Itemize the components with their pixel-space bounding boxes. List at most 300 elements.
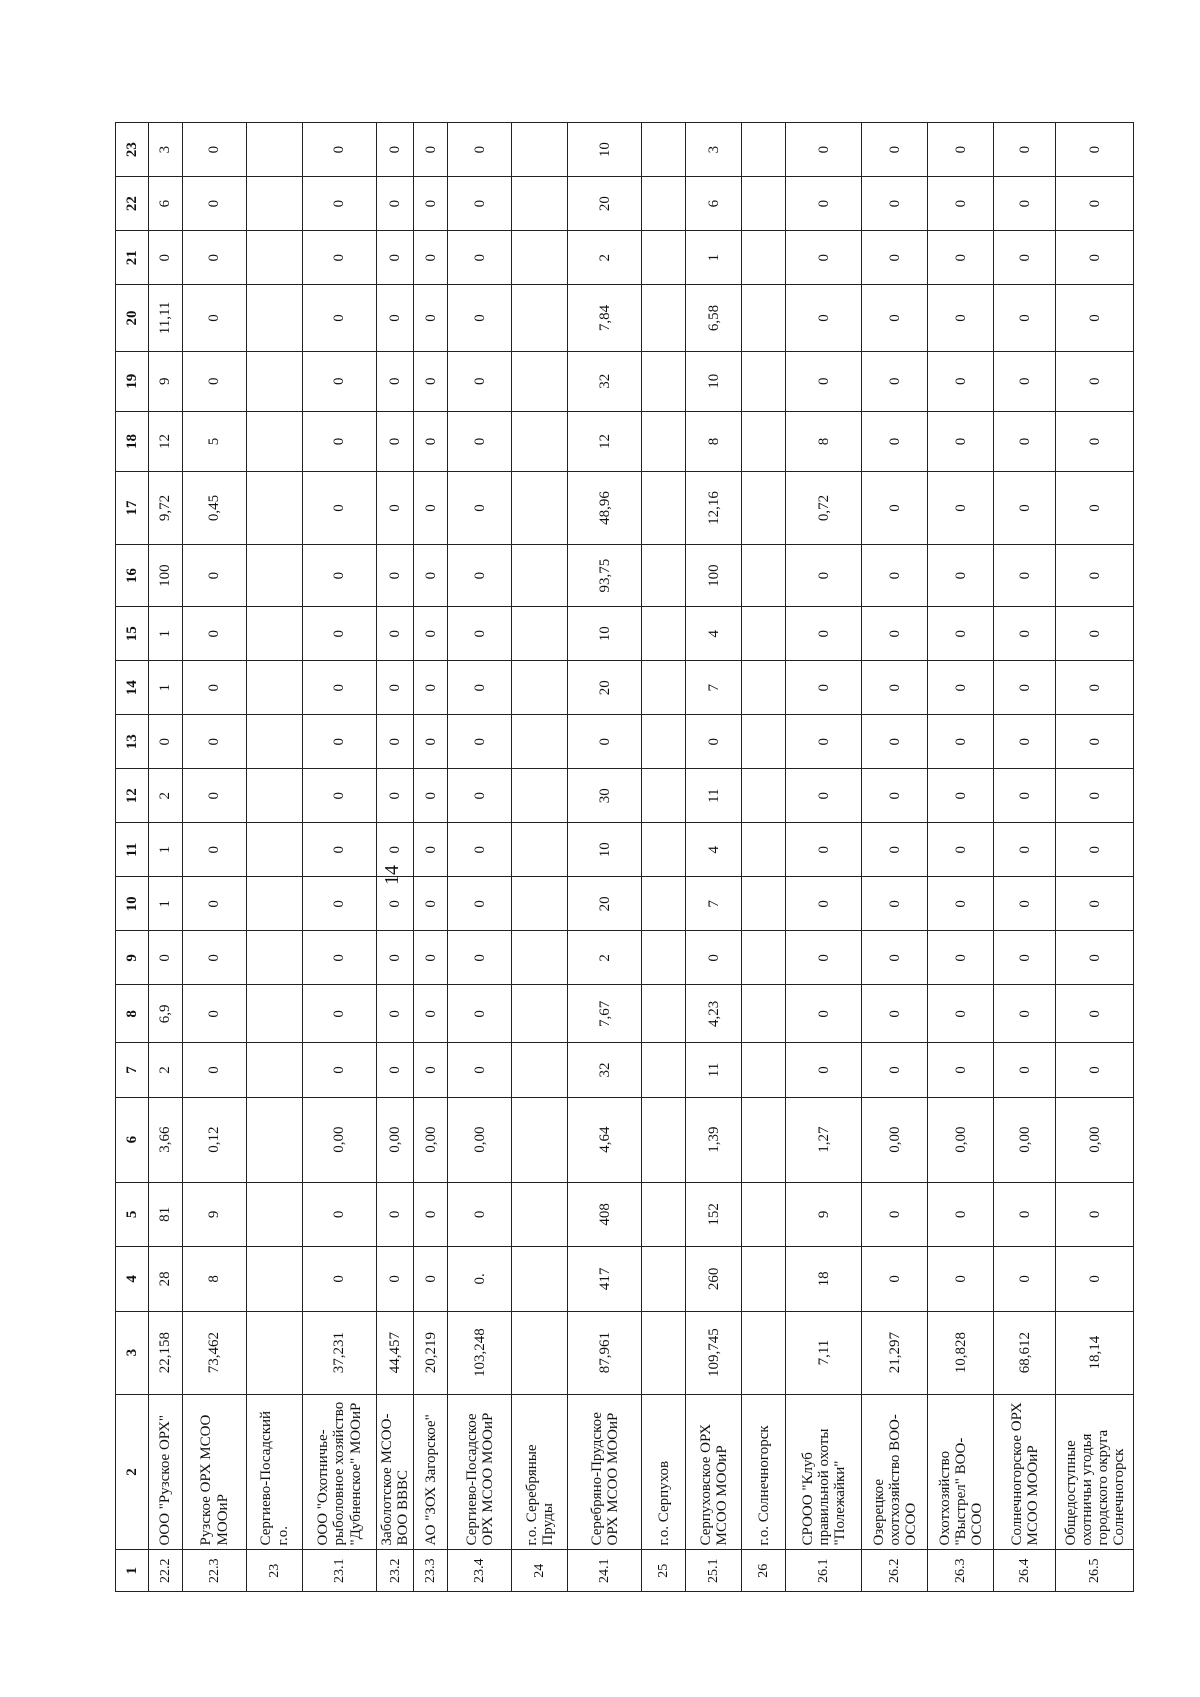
row-name: г.о. Серпухов <box>642 1394 686 1550</box>
table-cell <box>512 769 568 823</box>
table-cell: 0 <box>928 985 994 1043</box>
table-cell: 0 <box>928 1182 994 1246</box>
table-cell: 0 <box>183 715 247 769</box>
rotated-table-container <box>115 122 1128 1592</box>
row-name: АО "ЗОХ Загорское" <box>414 1394 448 1550</box>
table-cell <box>512 1182 568 1246</box>
table-cell: 0 <box>414 177 448 231</box>
table-cell: 0,00 <box>994 1097 1056 1182</box>
table-cell: 9 <box>183 1182 247 1246</box>
table-cell: 0 <box>448 931 512 985</box>
table-cell: 0 <box>183 877 247 931</box>
table-cell <box>512 123 568 177</box>
table-cell <box>247 877 303 931</box>
table-cell: 0 <box>377 231 414 285</box>
table-cell: 0 <box>183 285 247 351</box>
table-cell: 0 <box>1056 877 1134 931</box>
table-cell: 20 <box>568 661 642 715</box>
table-cell <box>642 472 686 545</box>
table-cell: 0 <box>303 285 377 351</box>
table-cell: 0,00 <box>414 1097 448 1182</box>
table-cell: 0 <box>414 607 448 661</box>
table-cell <box>247 231 303 285</box>
table-cell: 0 <box>377 715 414 769</box>
table-cell <box>642 1097 686 1182</box>
table-cell: 8 <box>183 1247 247 1311</box>
table-cell: 0 <box>686 931 742 985</box>
table-cell: 0 <box>448 177 512 231</box>
table-cell: 0 <box>1056 661 1134 715</box>
table-cell: 0 <box>994 661 1056 715</box>
table-cell: 0 <box>928 177 994 231</box>
table-cell: 0 <box>377 769 414 823</box>
table-cell: 10 <box>686 351 742 411</box>
table-cell: 0 <box>149 231 183 285</box>
table-cell: 0 <box>786 985 862 1043</box>
table-cell: 260 <box>686 1247 742 1311</box>
table-cell: 0 <box>786 123 862 177</box>
row-number: 24 <box>512 1550 568 1592</box>
table-cell: 0 <box>377 1043 414 1097</box>
table-cell: 87,961 <box>568 1311 642 1394</box>
row-number: 23.1 <box>303 1550 377 1592</box>
table-cell <box>247 1043 303 1097</box>
table-cell: 8 <box>686 411 742 471</box>
table-cell: 0 <box>994 1043 1056 1097</box>
table-cell: 0 <box>994 769 1056 823</box>
table-cell: 100 <box>149 544 183 606</box>
table-cell: 0 <box>377 661 414 715</box>
table-cell: 22,158 <box>149 1311 183 1394</box>
table-cell: 20 <box>568 177 642 231</box>
table-cell <box>742 1043 786 1097</box>
table-cell <box>642 823 686 877</box>
table-cell <box>642 285 686 351</box>
table-cell <box>742 123 786 177</box>
table-cell <box>742 285 786 351</box>
column-header: 2 <box>116 1394 149 1550</box>
table-cell: 1 <box>686 231 742 285</box>
table-cell <box>247 931 303 985</box>
table-cell: 0 <box>414 472 448 545</box>
table-cell <box>512 544 568 606</box>
table-cell: 0 <box>862 877 928 931</box>
table-cell: 0 <box>303 472 377 545</box>
table-row <box>448 123 512 1592</box>
table-cell <box>742 544 786 606</box>
table-cell <box>742 769 786 823</box>
table-cell <box>742 472 786 545</box>
table-row <box>742 123 786 1592</box>
table-cell: 0 <box>928 351 994 411</box>
table-cell: 10,828 <box>928 1311 994 1394</box>
table-cell: 0 <box>303 823 377 877</box>
table-cell: 0 <box>303 1043 377 1097</box>
row-name: Озерецкое охотхозяйство ВОО-ОСОО <box>862 1394 928 1550</box>
column-header: 3 <box>116 1311 149 1394</box>
column-header: 20 <box>116 285 149 351</box>
table-cell <box>642 177 686 231</box>
table-cell: 9,72 <box>149 472 183 545</box>
table-cell: 0 <box>928 411 994 471</box>
table-cell: 0 <box>448 823 512 877</box>
row-name: Серебряно-Прудское ОРХ МСОО МООиР <box>568 1394 642 1550</box>
table-cell: 0 <box>303 1182 377 1246</box>
table-cell <box>247 544 303 606</box>
table-cell <box>512 1311 568 1394</box>
table-cell: 0 <box>448 877 512 931</box>
table-cell: 0 <box>862 285 928 351</box>
table-cell: 0 <box>377 472 414 545</box>
table-cell: 0 <box>786 769 862 823</box>
table-cell: 0 <box>786 661 862 715</box>
table-cell: 0 <box>1056 985 1134 1043</box>
column-header: 10 <box>116 877 149 931</box>
table-cell: 12 <box>149 411 183 471</box>
table-row <box>149 123 183 1592</box>
table-cell: 2 <box>149 769 183 823</box>
table-cell: 0 <box>377 985 414 1043</box>
table-cell <box>742 661 786 715</box>
table-cell: 0 <box>994 1247 1056 1311</box>
table-cell: 0 <box>786 285 862 351</box>
table-row <box>994 123 1056 1592</box>
table-cell: 3 <box>686 123 742 177</box>
table-cell: 0 <box>377 877 414 931</box>
row-name: Сергиево-Посадское ОРХ МСОО МООиР <box>448 1394 512 1550</box>
table-cell: 0 <box>448 544 512 606</box>
table-cell: 0 <box>448 1043 512 1097</box>
table-cell: 0 <box>686 715 742 769</box>
table-cell: 0 <box>928 931 994 985</box>
table-cell <box>642 661 686 715</box>
column-header: 23 <box>116 123 149 177</box>
table-cell <box>247 285 303 351</box>
table-cell <box>642 411 686 471</box>
table-cell: 0 <box>183 231 247 285</box>
table-cell: 0 <box>994 877 1056 931</box>
table-cell: 0 <box>1056 177 1134 231</box>
table-cell <box>742 715 786 769</box>
table-cell: 0 <box>862 931 928 985</box>
table-cell: 0 <box>414 411 448 471</box>
row-name: Охотхозяйство "Выстрел" ВОО-ОСОО <box>928 1394 994 1550</box>
table-cell <box>512 351 568 411</box>
table-cell: 0 <box>928 1043 994 1097</box>
table-cell: 0 <box>183 351 247 411</box>
table-cell: 0 <box>414 1247 448 1311</box>
table-cell: 6,58 <box>686 285 742 351</box>
table-cell: 0 <box>183 177 247 231</box>
table-cell: 0,00 <box>928 1097 994 1182</box>
table-cell: 0 <box>303 715 377 769</box>
table-cell: 18,14 <box>1056 1311 1134 1394</box>
table-cell: 0 <box>448 769 512 823</box>
table-cell: 0 <box>377 931 414 985</box>
column-header: 4 <box>116 1247 149 1311</box>
table-cell: 1 <box>149 823 183 877</box>
table-cell: 0 <box>1056 1043 1134 1097</box>
table-cell: 4,64 <box>568 1097 642 1182</box>
table-cell: 0 <box>377 123 414 177</box>
table-cell: 0 <box>928 231 994 285</box>
table-cell: 0 <box>994 285 1056 351</box>
table-cell: 0 <box>183 985 247 1043</box>
table-cell <box>247 769 303 823</box>
table-cell: 1 <box>149 607 183 661</box>
table-cell: 7,67 <box>568 985 642 1043</box>
table-cell <box>642 769 686 823</box>
table-cell: 0 <box>414 544 448 606</box>
table-cell: 0 <box>786 231 862 285</box>
column-header: 12 <box>116 769 149 823</box>
table-cell: 0,45 <box>183 472 247 545</box>
table-cell: 0 <box>928 769 994 823</box>
table-cell: 0 <box>183 823 247 877</box>
table-cell <box>642 715 686 769</box>
table-cell: 0 <box>377 607 414 661</box>
table-cell <box>247 177 303 231</box>
row-number: 26.2 <box>862 1550 928 1592</box>
table-cell: 4 <box>686 823 742 877</box>
table-cell: 0 <box>786 931 862 985</box>
table-cell <box>742 877 786 931</box>
table-cell: 408 <box>568 1182 642 1246</box>
table-cell: 0 <box>928 877 994 931</box>
table-cell: 0,00 <box>303 1097 377 1182</box>
column-header: 9 <box>116 931 149 985</box>
table-cell: 44,457 <box>377 1311 414 1394</box>
table-cell: 0 <box>414 769 448 823</box>
row-name: г.о. Серебряные Пруды <box>512 1394 568 1550</box>
table-cell: 73,462 <box>183 1311 247 1394</box>
table-cell: 32 <box>568 1043 642 1097</box>
table-cell: 0 <box>414 123 448 177</box>
table-cell: 81 <box>149 1182 183 1246</box>
column-header: 13 <box>116 715 149 769</box>
table-cell: 0,00 <box>862 1097 928 1182</box>
table-cell <box>247 715 303 769</box>
table-cell <box>742 931 786 985</box>
table-cell: 7 <box>686 877 742 931</box>
table-cell <box>247 985 303 1043</box>
column-header: 1 <box>116 1550 149 1592</box>
table-cell: 0 <box>183 544 247 606</box>
table-cell: 0,00 <box>1056 1097 1134 1182</box>
table-cell <box>512 177 568 231</box>
table-cell <box>742 1182 786 1246</box>
header-row <box>116 123 149 1592</box>
column-header: 11 <box>116 823 149 877</box>
table-cell <box>512 661 568 715</box>
table-row <box>568 123 642 1592</box>
table-cell: 0 <box>448 985 512 1043</box>
table-cell: 152 <box>686 1182 742 1246</box>
column-header: 16 <box>116 544 149 606</box>
table-cell: 7,11 <box>786 1311 862 1394</box>
table-cell <box>512 285 568 351</box>
row-name: Серпуховское ОРХ МСОО МООиР <box>686 1394 742 1550</box>
table-cell: 0 <box>448 715 512 769</box>
table-cell: 0 <box>928 1247 994 1311</box>
table-cell: 0 <box>183 931 247 985</box>
table-row <box>414 123 448 1592</box>
table-cell: 417 <box>568 1247 642 1311</box>
table-cell <box>642 985 686 1043</box>
table-cell: 0 <box>1056 931 1134 985</box>
table-cell: 0 <box>414 931 448 985</box>
table-cell: 0 <box>862 351 928 411</box>
table-cell: 0 <box>862 411 928 471</box>
row-number: 23.4 <box>448 1550 512 1592</box>
table-cell: 0 <box>786 177 862 231</box>
table-row <box>786 123 862 1592</box>
table-cell: 0 <box>377 351 414 411</box>
table-cell: 0 <box>448 351 512 411</box>
table-cell: 0 <box>862 1247 928 1311</box>
table-body <box>149 123 1134 1592</box>
table-cell: 0 <box>862 544 928 606</box>
table-cell: 0 <box>448 231 512 285</box>
table-cell: 0 <box>448 285 512 351</box>
table-cell: 0 <box>994 177 1056 231</box>
table-cell: 0 <box>377 1182 414 1246</box>
table-cell <box>642 544 686 606</box>
table-cell: 12 <box>568 411 642 471</box>
table-cell: 0 <box>568 715 642 769</box>
table-cell <box>642 877 686 931</box>
table-cell: 0 <box>862 1182 928 1246</box>
table-cell: 2 <box>568 931 642 985</box>
table-cell: 10 <box>568 123 642 177</box>
row-name: СРООО "Клуб правильной охоты "Полежайки" <box>786 1394 862 1550</box>
table-cell: 0 <box>448 661 512 715</box>
table-cell <box>642 351 686 411</box>
row-number: 23.3 <box>414 1550 448 1592</box>
table-cell: 0 <box>303 123 377 177</box>
table-cell: 0 <box>928 661 994 715</box>
table-cell: 0. <box>448 1247 512 1311</box>
row-number: 22.2 <box>149 1550 183 1592</box>
row-name: ООО "Охотничье-рыболовное хозяйство "Дубненское" МООиР <box>303 1394 377 1550</box>
table-cell: 20,219 <box>414 1311 448 1394</box>
column-header: 18 <box>116 411 149 471</box>
table-cell: 0 <box>303 351 377 411</box>
table-cell: 0 <box>1056 607 1134 661</box>
table-cell <box>742 231 786 285</box>
table-cell: 0 <box>1056 231 1134 285</box>
table-cell: 0 <box>994 472 1056 545</box>
table-row <box>928 123 994 1592</box>
table-cell: 0 <box>994 607 1056 661</box>
table-cell <box>742 351 786 411</box>
table-cell: 6 <box>686 177 742 231</box>
table-cell <box>247 1182 303 1246</box>
table-cell: 12,16 <box>686 472 742 545</box>
table-row <box>303 123 377 1592</box>
row-number: 23.2 <box>377 1550 414 1592</box>
table-cell <box>742 985 786 1043</box>
table-cell <box>512 1097 568 1182</box>
table-cell: 0 <box>377 823 414 877</box>
table-cell: 6 <box>149 177 183 231</box>
table-cell: 0 <box>1056 715 1134 769</box>
table-cell: 0 <box>862 661 928 715</box>
table-cell: 0 <box>303 1247 377 1311</box>
table-cell: 0 <box>377 544 414 606</box>
table-cell <box>512 1247 568 1311</box>
column-header: 14 <box>116 661 149 715</box>
table-cell: 0 <box>414 823 448 877</box>
table-cell: 0 <box>994 715 1056 769</box>
table-row <box>862 123 928 1592</box>
table-cell: 0 <box>862 231 928 285</box>
row-number: 26.3 <box>928 1550 994 1592</box>
table-cell <box>642 607 686 661</box>
table-cell <box>247 1247 303 1311</box>
table-row <box>247 123 303 1592</box>
table-cell: 0 <box>183 769 247 823</box>
table-cell: 0 <box>862 607 928 661</box>
row-number: 25.1 <box>686 1550 742 1592</box>
table-cell: 0 <box>928 123 994 177</box>
table-cell: 0 <box>414 661 448 715</box>
row-number: 26.1 <box>786 1550 862 1592</box>
table-cell: 0 <box>448 607 512 661</box>
row-number: 24.1 <box>568 1550 642 1592</box>
table-cell <box>642 123 686 177</box>
table-cell: 68,612 <box>994 1311 1056 1394</box>
table-cell <box>247 351 303 411</box>
table-cell <box>247 607 303 661</box>
table-cell <box>742 177 786 231</box>
table-cell: 0 <box>994 231 1056 285</box>
table-cell: 0 <box>303 231 377 285</box>
row-number: 25 <box>642 1550 686 1592</box>
table-cell: 0 <box>786 544 862 606</box>
row-name: г.о. Солнечногорск <box>742 1394 786 1550</box>
table-cell: 0 <box>303 877 377 931</box>
table-cell: 20 <box>568 877 642 931</box>
table-row <box>183 123 247 1592</box>
table-cell: 48,96 <box>568 472 642 545</box>
table-cell: 0 <box>377 411 414 471</box>
table-cell: 0 <box>377 285 414 351</box>
table-cell: 9 <box>149 351 183 411</box>
table-cell: 0 <box>786 1043 862 1097</box>
table-cell: 0 <box>994 931 1056 985</box>
column-header: 17 <box>116 472 149 545</box>
table-cell: 0 <box>862 823 928 877</box>
column-header: 22 <box>116 177 149 231</box>
table-cell: 0 <box>183 1043 247 1097</box>
table-cell: 0 <box>414 231 448 285</box>
table-cell <box>247 472 303 545</box>
table-cell <box>512 472 568 545</box>
table-cell: 0 <box>994 123 1056 177</box>
table-row <box>642 123 686 1592</box>
table-cell: 0,72 <box>786 472 862 545</box>
table-cell <box>642 231 686 285</box>
table-cell: 0 <box>183 607 247 661</box>
table-cell: 0 <box>994 544 1056 606</box>
table-cell: 0 <box>183 123 247 177</box>
table-cell: 32 <box>568 351 642 411</box>
row-name: Рузское ОРХ МСОО МООиР <box>183 1394 247 1550</box>
table-cell: 0 <box>928 472 994 545</box>
table-cell: 100 <box>686 544 742 606</box>
table-cell: 0,00 <box>448 1097 512 1182</box>
